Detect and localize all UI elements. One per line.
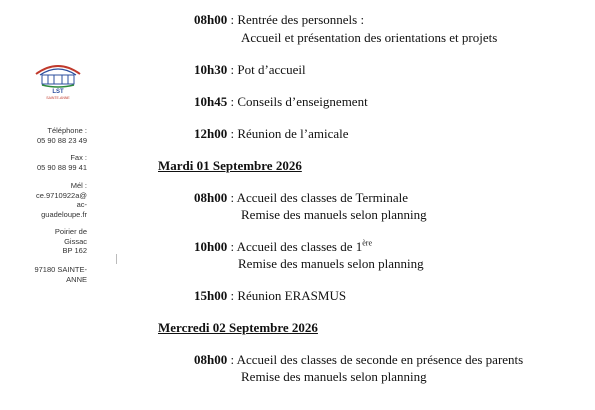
phone-label: Téléphone : bbox=[47, 126, 87, 135]
event-time: 10h00 bbox=[194, 239, 228, 254]
address-line-2: Gissac bbox=[64, 236, 87, 246]
event-continuation: Remise des manuels selon planning bbox=[241, 369, 427, 384]
event-time: 15h00 bbox=[194, 288, 228, 303]
fax-value: 05 90 88 99 41 bbox=[36, 162, 87, 172]
event-line bbox=[194, 352, 523, 367]
event-text: : Accueil des classes de Terminale bbox=[227, 190, 409, 205]
event-time: 12h00 bbox=[194, 126, 228, 141]
logo-text-main: LST bbox=[52, 89, 64, 95]
event-line bbox=[194, 12, 364, 27]
day-heading: Mercredi 02 Septembre 2026 bbox=[158, 320, 318, 335]
event-line bbox=[194, 239, 372, 254]
event-line bbox=[194, 94, 368, 109]
event-text: : Réunion ERASMUS bbox=[227, 288, 347, 303]
mail-line-2: ac- bbox=[76, 200, 87, 209]
mail-line-1: ce.9710922a@ bbox=[36, 190, 87, 200]
mail-label: Mél : bbox=[70, 181, 87, 190]
city-line-1: 97180 SAINTE- bbox=[34, 265, 87, 274]
event-line bbox=[194, 190, 408, 205]
phone-value: 05 90 88 23 49 bbox=[36, 135, 87, 145]
event-time: 08h00 bbox=[194, 190, 228, 205]
event-continuation: Remise des manuels selon planning bbox=[241, 207, 427, 222]
event-superscript: ère bbox=[362, 238, 373, 248]
city-line-2: ANNE bbox=[66, 274, 87, 284]
event-time: 10h30 bbox=[194, 62, 228, 77]
event-text: : Accueil des classes de 1 bbox=[227, 239, 363, 254]
event-text: : Conseils d’enseignement bbox=[227, 94, 368, 109]
event-line bbox=[194, 288, 346, 303]
event-time: 08h00 bbox=[194, 12, 228, 27]
logo-text-sub: SAINTE-ANNE bbox=[46, 96, 70, 100]
event-continuation: Accueil et présentation des orientations et projets bbox=[241, 30, 498, 45]
event-continuation: Remise des manuels selon planning bbox=[238, 256, 424, 271]
event-line bbox=[194, 126, 349, 141]
event-text: : Réunion de l’amicale bbox=[227, 126, 349, 141]
event-text: : Accueil des classes de seconde en présence des parents bbox=[227, 352, 524, 367]
event-line bbox=[194, 62, 306, 77]
address-line-1: Poirier de bbox=[54, 227, 87, 236]
day-heading: Mardi 01 Septembre 2026 bbox=[158, 158, 302, 173]
address-line-3: BP 162 bbox=[62, 246, 87, 255]
event-text: : Rentrée des personnels : bbox=[227, 12, 365, 27]
mail-line-3: guadeloupe.fr bbox=[41, 209, 87, 219]
fax-label: Fax : bbox=[70, 153, 87, 162]
event-text: : Pot d’accueil bbox=[227, 62, 306, 77]
event-time: 08h00 bbox=[194, 352, 228, 367]
event-time: 10h45 bbox=[194, 94, 228, 109]
